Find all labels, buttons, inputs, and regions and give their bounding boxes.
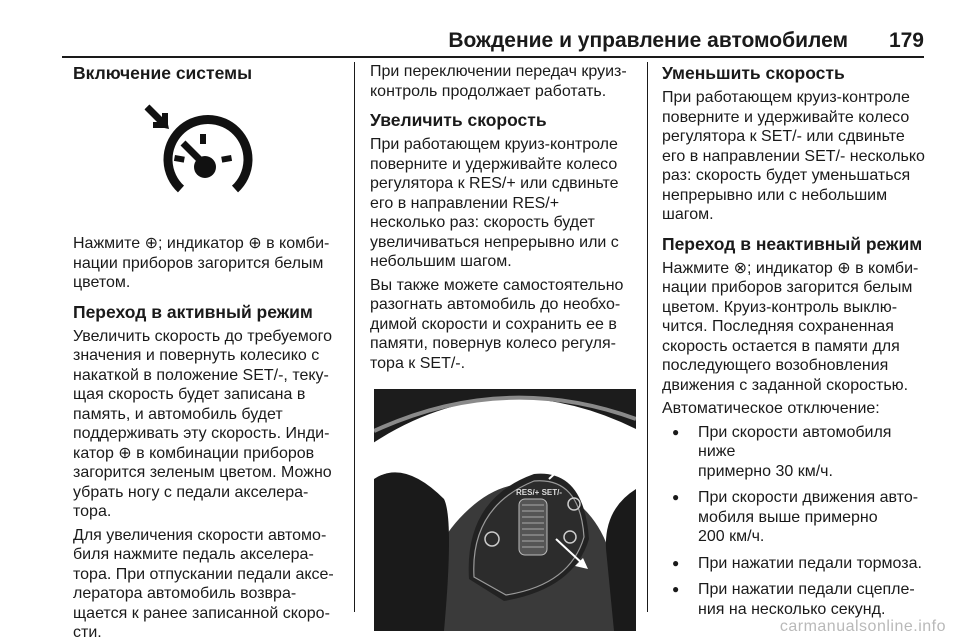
paragraph-increase <box>370 135 635 272</box>
text-line: небольшим шагом. <box>370 253 512 270</box>
heading-increase-speed: Увеличить скорость <box>370 110 547 130</box>
text-line: поверните и удерживайте колесо <box>662 108 910 126</box>
auto-off-label: Автоматическое отключение: <box>662 400 880 417</box>
text-line: цветом. <box>73 274 131 291</box>
steering-wheel-illustration <box>374 389 636 631</box>
text-line: его в направлении RES/+ <box>370 194 560 212</box>
paragraph-inactive <box>662 259 932 396</box>
text-line: контроль продолжает работать. <box>370 82 607 100</box>
text-line: ● При нажатии педали тормоза. <box>698 554 922 572</box>
text-line: Увеличить скорость до требуемого <box>73 327 333 345</box>
wheel-label: RES/+ SET/- <box>516 488 563 497</box>
text-line: тора. При отпускании педали аксе- <box>73 565 334 583</box>
text-line: сти. <box>73 624 102 641</box>
column-divider-2 <box>647 62 648 612</box>
list-item <box>662 488 932 547</box>
text-line: биля нажмите педаль акселера- <box>73 546 314 563</box>
text-line: шагом. <box>662 206 714 223</box>
paragraph-manual-accel <box>370 276 635 374</box>
paragraph-active <box>73 327 343 522</box>
text-line: скорость остается в памяти для <box>662 337 900 355</box>
text-line: Нажмите ⊕; индикатор ⊕ в комби- <box>73 235 330 252</box>
column-divider-1 <box>354 62 355 612</box>
page-number: 179 <box>888 29 924 52</box>
cruise-control-icon <box>143 103 273 213</box>
text-line: Нажмите ⊗; индикатор ⊕ в комби- <box>662 259 919 277</box>
text-line: регулятора к SET/- или сдвиньте <box>662 128 905 145</box>
text-line: тора к SET/-. <box>370 354 466 372</box>
text-line: димой скорости и сохранить ее в <box>370 315 617 333</box>
heading-enable-system: Включение системы <box>73 63 253 83</box>
text-line: поверните и удерживайте колесо <box>370 155 618 173</box>
text-line: При работающем круиз-контроле <box>662 89 910 106</box>
text-line: Для увеличения скорости автомо- <box>73 526 327 544</box>
text-line: нации приборов загорится белым <box>662 279 913 296</box>
text-line: памяти, повернув колесо регуля- <box>370 335 616 352</box>
text-line: щая скорость будет записана в <box>73 386 306 403</box>
list-item <box>662 554 932 574</box>
text-line: память, и автомобиль будет <box>73 405 283 423</box>
text-line: При переключении передач круиз- <box>370 63 627 80</box>
steering-wheel-figure <box>374 389 636 631</box>
text-line: накаткой в положение SET/-, теку- <box>73 366 329 384</box>
page-header <box>0 0 960 58</box>
text-line: ● При скорости автомобиля ниже <box>698 423 892 460</box>
text-line: Вы также можете самостоятельно <box>370 276 624 294</box>
text-line: разогнать автомобиль до необхо- <box>370 296 621 313</box>
heading-active-mode: Переход в активный режим <box>73 301 313 322</box>
text-line: регулятора к RES/+ или сдвиньте <box>370 175 619 192</box>
text-line: убрать ногу с педали акселера- <box>73 483 309 501</box>
text-line: раз: скорость будет уменьшаться <box>662 167 911 184</box>
text-line: цветом. Круиз-контроль выклю- <box>662 298 898 316</box>
text-line: мобиля выше примерно <box>698 508 878 526</box>
paragraph-accelerate <box>73 526 343 643</box>
column-2 <box>370 62 635 612</box>
text-line: лератора автомобиль возвра- <box>73 585 297 602</box>
heading-decrease-speed: Уменьшить скорость <box>662 63 845 83</box>
text-line: несколько раз: скорость будет <box>370 214 595 231</box>
text-line: ● При скорости движения авто- <box>698 489 919 506</box>
list-item <box>662 423 932 482</box>
text-line: примерно 30 км/ч. <box>698 462 833 480</box>
watermark: carmanualsonline.info <box>779 618 946 635</box>
text-line: движения с заданной скоростью. <box>662 376 909 394</box>
column-1 <box>73 62 343 641</box>
text-line: тора. <box>73 503 112 520</box>
text-line: ния на несколько секунд. <box>698 600 886 618</box>
auto-off-list <box>662 423 932 620</box>
text-line: щается к ранее записанной скоро- <box>73 604 330 622</box>
text-line: непрерывно или с небольшим <box>662 186 888 204</box>
text-line: нации приборов загорится белым <box>73 254 324 272</box>
text-line: При работающем круиз-контроле <box>370 136 618 153</box>
text-line: его в направлении SET/- несколько <box>662 147 925 165</box>
text-line: последующего возобновления <box>662 357 889 374</box>
cruise-control-figure <box>73 90 343 226</box>
text-line: 200 км/ч. <box>698 528 765 545</box>
text-line: поддерживать эту скорость. Инди- <box>73 425 330 442</box>
heading-inactive-mode: Переход в неактивный режим <box>662 233 923 254</box>
text-line: увеличиваться непрерывно или с <box>370 233 619 251</box>
text-line: ● При нажатии педали сцепле- <box>698 581 915 598</box>
text-line: загорится зеленым цветом. Можно <box>73 464 332 481</box>
list-item <box>662 580 932 619</box>
header-rule <box>62 56 924 58</box>
paragraph-decrease <box>662 88 932 225</box>
text-line: значения и повернуть колесико с <box>73 347 320 364</box>
text-line: чится. Последняя сохраненная <box>662 318 894 335</box>
paragraph-enable <box>73 234 343 293</box>
chapter-title: Вождение и управление автомобилем <box>448 29 848 52</box>
text-line: катор ⊕ в комбинации приборов <box>73 444 315 462</box>
column-3 <box>662 62 932 618</box>
paragraph-gear-shift <box>370 62 635 101</box>
